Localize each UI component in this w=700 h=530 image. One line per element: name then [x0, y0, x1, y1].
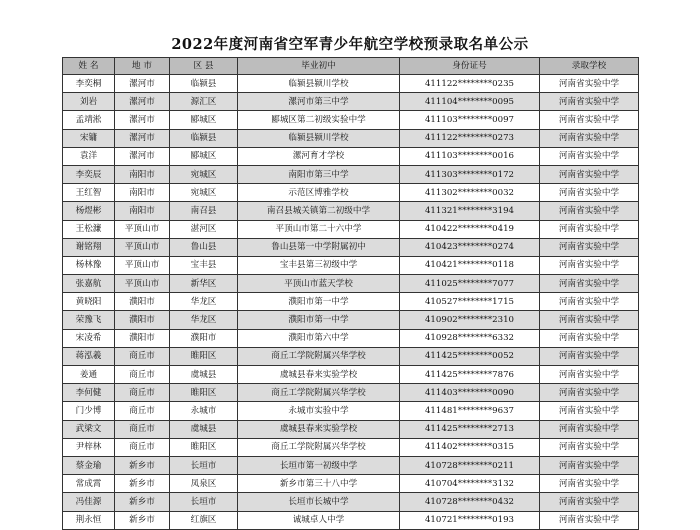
table-row — [63, 256, 639, 274]
student-name-cell: 谢铭翔 — [63, 238, 115, 256]
id-number-cell: 411425********2713 — [400, 420, 540, 438]
district-cell: 源汇区 — [170, 93, 238, 111]
middle-school-cell: 南召县城关镇第二初级中学 — [238, 202, 400, 220]
student-name-cell: 宋凌希 — [63, 329, 115, 347]
id-number-cell: 410728********0432 — [400, 493, 540, 511]
middle-school-cell: 永城市实验中学 — [238, 402, 400, 420]
id-number-cell: 410422********0419 — [400, 220, 540, 238]
student-name-cell: 张嘉航 — [63, 275, 115, 293]
admitted-school-cell: 河南省实验中学 — [540, 147, 639, 165]
middle-school-cell: 漯河育才学校 — [238, 147, 400, 165]
district-cell: 临颍县 — [170, 75, 238, 93]
column-header-id-number: 身份证号 — [400, 58, 540, 75]
table-row — [63, 311, 639, 329]
city-cell: 新乡市 — [115, 511, 170, 529]
admitted-school-cell: 河南省实验中学 — [540, 256, 639, 274]
table-row — [63, 129, 639, 147]
city-cell: 商丘市 — [115, 420, 170, 438]
city-cell: 漯河市 — [115, 147, 170, 165]
admitted-school-cell: 河南省实验中学 — [540, 293, 639, 311]
district-cell: 临颍县 — [170, 129, 238, 147]
city-cell: 商丘市 — [115, 347, 170, 365]
city-cell: 漯河市 — [115, 75, 170, 93]
city-cell: 濮阳市 — [115, 293, 170, 311]
middle-school-cell: 诚城卓人中学 — [238, 511, 400, 529]
middle-school-cell: 濮阳市第一中学 — [238, 293, 400, 311]
id-number-cell: 410902********2310 — [400, 311, 540, 329]
student-name-cell: 常成霄 — [63, 475, 115, 493]
table-row — [63, 366, 639, 384]
id-number-cell: 411425********7876 — [400, 366, 540, 384]
city-cell: 南阳市 — [115, 165, 170, 183]
admission-list-table — [62, 57, 639, 530]
student-name-cell: 王红智 — [63, 184, 115, 202]
id-number-cell: 411122********0273 — [400, 129, 540, 147]
district-cell: 长垣市 — [170, 493, 238, 511]
middle-school-cell: 南阳市第三中学 — [238, 165, 400, 183]
admitted-school-cell: 河南省实验中学 — [540, 475, 639, 493]
student-name-cell: 冯佳源 — [63, 493, 115, 511]
city-cell: 平顶山市 — [115, 256, 170, 274]
table-row — [63, 184, 639, 202]
table-row — [63, 384, 639, 402]
student-name-cell: 蔡金瑜 — [63, 456, 115, 474]
district-cell: 红旗区 — [170, 511, 238, 529]
admitted-school-cell: 河南省实验中学 — [540, 493, 639, 511]
admitted-school-cell: 河南省实验中学 — [540, 111, 639, 129]
table-row — [63, 202, 639, 220]
city-cell: 商丘市 — [115, 402, 170, 420]
student-name-cell: 刘岩 — [63, 93, 115, 111]
city-cell: 商丘市 — [115, 384, 170, 402]
district-cell: 睢阳区 — [170, 384, 238, 402]
admitted-school-cell: 河南省实验中学 — [540, 220, 639, 238]
middle-school-cell: 临颍县颍川学校 — [238, 129, 400, 147]
district-cell: 虞城县 — [170, 366, 238, 384]
id-number-cell: 411103********0097 — [400, 111, 540, 129]
admitted-school-cell: 河南省实验中学 — [540, 366, 639, 384]
district-cell: 南召县 — [170, 202, 238, 220]
table-row — [63, 493, 639, 511]
district-cell: 睢阳区 — [170, 438, 238, 456]
table-row — [63, 111, 639, 129]
page-title: 2022年度河南省空军青少年航空学校预录取名单公示 — [171, 36, 529, 53]
id-number-cell: 411104********0095 — [400, 93, 540, 111]
middle-school-cell: 濮阳市第六中学 — [238, 329, 400, 347]
city-cell: 新乡市 — [115, 475, 170, 493]
middle-school-cell: 宝丰县第三初级中学 — [238, 256, 400, 274]
table-row — [63, 347, 639, 365]
table-row — [63, 220, 639, 238]
table-row — [63, 420, 639, 438]
admitted-school-cell: 河南省实验中学 — [540, 311, 639, 329]
admitted-school-cell: 河南省实验中学 — [540, 165, 639, 183]
district-cell: 长垣市 — [170, 456, 238, 474]
district-cell: 郾城区 — [170, 147, 238, 165]
middle-school-cell: 长垣市长城中学 — [238, 493, 400, 511]
admitted-school-cell: 河南省实验中学 — [540, 238, 639, 256]
middle-school-cell: 商丘工学院附属兴华学校 — [238, 438, 400, 456]
column-header-name: 姓 名 — [63, 58, 115, 75]
admitted-school-cell: 河南省实验中学 — [540, 384, 639, 402]
admitted-school-cell: 河南省实验中学 — [540, 275, 639, 293]
middle-school-cell: 示范区博雅学校 — [238, 184, 400, 202]
id-number-cell: 411103********0016 — [400, 147, 540, 165]
middle-school-cell: 新乡市第三十八中学 — [238, 475, 400, 493]
table-row — [63, 438, 639, 456]
admitted-school-cell: 河南省实验中学 — [540, 184, 639, 202]
table-row — [63, 511, 639, 529]
student-name-cell: 姜通 — [63, 366, 115, 384]
middle-school-cell: 郾城区第二初级实验中学 — [238, 111, 400, 129]
district-cell: 永城市 — [170, 402, 238, 420]
district-cell: 鲁山县 — [170, 238, 238, 256]
admitted-school-cell: 河南省实验中学 — [540, 402, 639, 420]
student-name-cell: 武梁文 — [63, 420, 115, 438]
student-name-cell: 荆永恒 — [63, 511, 115, 529]
city-cell: 南阳市 — [115, 184, 170, 202]
middle-school-cell: 濮阳市第一中学 — [238, 311, 400, 329]
table-row — [63, 147, 639, 165]
table-row — [63, 329, 639, 347]
student-name-cell: 李奕辰 — [63, 165, 115, 183]
column-header-city: 地 市 — [115, 58, 170, 75]
id-number-cell: 411321********3194 — [400, 202, 540, 220]
table-header-row — [63, 58, 639, 75]
student-name-cell: 孟靖淞 — [63, 111, 115, 129]
student-name-cell: 杨林豫 — [63, 256, 115, 274]
id-number-cell: 411481********9637 — [400, 402, 540, 420]
district-cell: 睢阳区 — [170, 347, 238, 365]
table-row — [63, 275, 639, 293]
district-cell: 宛城区 — [170, 184, 238, 202]
middle-school-cell: 漯河市第三中学 — [238, 93, 400, 111]
student-name-cell: 宋镛 — [63, 129, 115, 147]
district-cell: 凤泉区 — [170, 475, 238, 493]
middle-school-cell: 平顶山市第二十六中学 — [238, 220, 400, 238]
district-cell: 新华区 — [170, 275, 238, 293]
id-number-cell: 411425********0052 — [400, 347, 540, 365]
id-number-cell: 410704********3132 — [400, 475, 540, 493]
city-cell: 南阳市 — [115, 202, 170, 220]
admitted-school-cell: 河南省实验中学 — [540, 93, 639, 111]
admitted-school-cell: 河南省实验中学 — [540, 511, 639, 529]
table-row — [63, 93, 639, 111]
id-number-cell: 410527********1715 — [400, 293, 540, 311]
city-cell: 濮阳市 — [115, 329, 170, 347]
middle-school-cell: 长垣市第一初级中学 — [238, 456, 400, 474]
city-cell: 新乡市 — [115, 493, 170, 511]
middle-school-cell: 平顶山市蓝天学校 — [238, 275, 400, 293]
district-cell: 宝丰县 — [170, 256, 238, 274]
city-cell: 商丘市 — [115, 438, 170, 456]
district-cell: 华龙区 — [170, 293, 238, 311]
table-row — [63, 475, 639, 493]
student-name-cell: 袁洋 — [63, 147, 115, 165]
table-row — [63, 75, 639, 93]
city-cell: 漯河市 — [115, 129, 170, 147]
column-header-admitted-school: 录取学校 — [540, 58, 639, 75]
middle-school-cell: 虞城县春来实验学校 — [238, 366, 400, 384]
middle-school-cell: 虞城县春来实验学校 — [238, 420, 400, 438]
middle-school-cell: 鲁山县第一中学附属初中 — [238, 238, 400, 256]
id-number-cell: 410721********0193 — [400, 511, 540, 529]
city-cell: 濮阳市 — [115, 311, 170, 329]
middle-school-cell: 商丘工学院附属兴华学校 — [238, 384, 400, 402]
district-cell: 虞城县 — [170, 420, 238, 438]
admitted-school-cell: 河南省实验中学 — [540, 347, 639, 365]
student-name-cell: 门少博 — [63, 402, 115, 420]
city-cell: 漯河市 — [115, 93, 170, 111]
city-cell: 商丘市 — [115, 366, 170, 384]
admitted-school-cell: 河南省实验中学 — [540, 129, 639, 147]
id-number-cell: 411302********0032 — [400, 184, 540, 202]
id-number-cell: 411025********7077 — [400, 275, 540, 293]
admitted-school-cell: 河南省实验中学 — [540, 456, 639, 474]
table-row — [63, 402, 639, 420]
table-row — [63, 293, 639, 311]
admitted-school-cell: 河南省实验中学 — [540, 202, 639, 220]
id-number-cell: 411303********0172 — [400, 165, 540, 183]
district-cell: 湛河区 — [170, 220, 238, 238]
district-cell: 郾城区 — [170, 111, 238, 129]
admitted-school-cell: 河南省实验中学 — [540, 329, 639, 347]
district-cell: 濮阳市 — [170, 329, 238, 347]
column-header-district: 区 县 — [170, 58, 238, 75]
district-cell: 华龙区 — [170, 311, 238, 329]
student-name-cell: 荣豫飞 — [63, 311, 115, 329]
id-number-cell: 411122********0235 — [400, 75, 540, 93]
student-name-cell: 李奕桐 — [63, 75, 115, 93]
id-number-cell: 410728********0211 — [400, 456, 540, 474]
student-name-cell: 蒋泓羲 — [63, 347, 115, 365]
city-cell: 新乡市 — [115, 456, 170, 474]
student-name-cell: 杨煜彬 — [63, 202, 115, 220]
id-number-cell: 410421********0118 — [400, 256, 540, 274]
id-number-cell: 411403********0090 — [400, 384, 540, 402]
student-name-cell: 王松濂 — [63, 220, 115, 238]
table-row — [63, 238, 639, 256]
id-number-cell: 410928********6332 — [400, 329, 540, 347]
city-cell: 平顶山市 — [115, 220, 170, 238]
admitted-school-cell: 河南省实验中学 — [540, 75, 639, 93]
city-cell: 平顶山市 — [115, 275, 170, 293]
id-number-cell: 410423********0274 — [400, 238, 540, 256]
admitted-school-cell: 河南省实验中学 — [540, 420, 639, 438]
student-name-cell: 李何健 — [63, 384, 115, 402]
column-header-middle-school: 毕业初中 — [238, 58, 400, 75]
table-row — [63, 165, 639, 183]
city-cell: 平顶山市 — [115, 238, 170, 256]
table-row — [63, 456, 639, 474]
student-name-cell: 尹梓林 — [63, 438, 115, 456]
student-name-cell: 黄晓阳 — [63, 293, 115, 311]
admitted-school-cell: 河南省实验中学 — [540, 438, 639, 456]
district-cell: 宛城区 — [170, 165, 238, 183]
city-cell: 漯河市 — [115, 111, 170, 129]
middle-school-cell: 临颍县颍川学校 — [238, 75, 400, 93]
id-number-cell: 411402********0315 — [400, 438, 540, 456]
middle-school-cell: 商丘工学院附属兴华学校 — [238, 347, 400, 365]
